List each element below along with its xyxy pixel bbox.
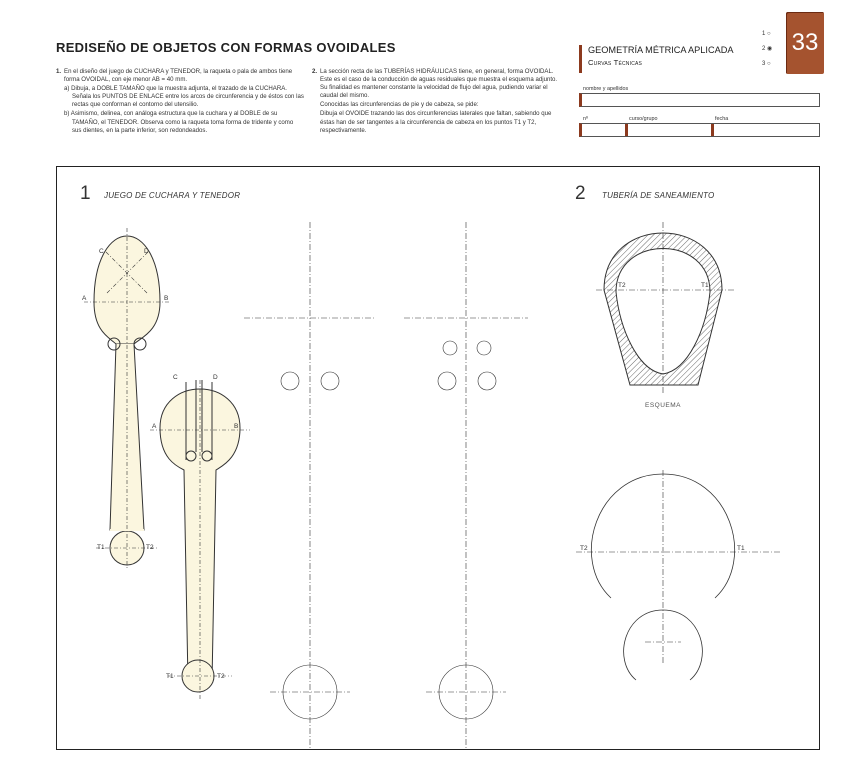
instruction-1-a: a) Dibuja, a DOBLE TAMAÑO que la muestra adjunta, el trazado de la CUCHARA. Señala los PUNTOS DE ENLACE entre los arcos de circunferencia y de éstos con las rectas que conforman el contorno del utensilio.: [64, 85, 304, 109]
fork-label-t1: T1: [166, 673, 174, 680]
spoon-label-d: D: [144, 248, 149, 255]
pipe-label-t2: T2: [580, 545, 588, 552]
spoon-label-a: A: [82, 295, 87, 302]
instruction-number-1: 1.: [56, 68, 62, 75]
fork-label-a: A: [152, 423, 157, 430]
instruction-number-2: 2.: [312, 68, 318, 75]
instruction-2-intro: La sección recta de las TUBERÍAS HIDRÁULICAS tiene, en general, forma OVOIDAL. Este es el caso de la conducción de aguas residuales que muestra el esquema adjunto. Su finalidad es mantener constante la velocidad de flujo del agua, pudiendo variar el caudal del mismo.: [320, 68, 558, 100]
section-2-number: 2: [575, 183, 586, 204]
section-1-title: JUEGO DE CUCHARA Y TENEDOR: [104, 191, 241, 200]
spoon-label-b: B: [164, 295, 169, 302]
spoon-label-t1: T1: [97, 544, 105, 551]
spoon-label-t2: T2: [146, 544, 154, 551]
spoon-drawing: [84, 228, 170, 570]
instruction-2-task: Dibuja el OVOIDE trazando las dos circunferencias laterales que faltan, sabiendo que éstas han de ser tangentes a la circunferencia de cabeza en los puntos T1 y T2, respectivamente.: [320, 110, 552, 134]
spoon-construction: [244, 222, 376, 748]
schema-label: ESQUEMA: [645, 402, 682, 409]
number-label: nº: [583, 116, 588, 122]
fork-label-c: C: [173, 374, 178, 381]
instruction-2-given: Conocidas las circunferencias de pie y de cabeza, se pide:: [320, 101, 479, 109]
schema-label-t2: T2: [618, 282, 626, 289]
topic-title: Curvas Técnicas: [588, 58, 643, 67]
pipe-label-t1: T1: [737, 545, 745, 552]
ring-label-1: 1: [762, 31, 766, 37]
fork-construction: [404, 222, 528, 748]
fork-label-b: B: [234, 423, 239, 430]
course-label: curso/grupo: [629, 116, 658, 122]
section-1-number: 1: [80, 183, 91, 204]
ring-label-2: 2: [762, 46, 766, 52]
fork-label-t2: T2: [217, 673, 225, 680]
date-label: fecha: [715, 116, 729, 122]
pipe-schema: [596, 222, 736, 395]
ring-label-3: 3: [762, 61, 766, 67]
section-2-title: TUBERÍA DE SANEAMIENTO: [602, 191, 715, 200]
name-label: nombre y apellidos: [583, 86, 629, 92]
fork-label-d: D: [213, 374, 218, 381]
sheet-number-badge: 33: [786, 12, 824, 74]
page-title: REDISEÑO DE OBJETOS CON FORMAS OVOIDALES: [56, 40, 396, 55]
pipe-construction: [576, 470, 780, 680]
instruction-1-b: b) Asimismo, delinea, con análoga estructura que la cuchara y al DOBLE de su TAMAÑO, el TENEDOR. Observa como la raqueta toma forma de tridente y como sus dientes, en la parte inferior, son redondeados.: [64, 110, 294, 134]
schema-label-t1: T1: [701, 282, 709, 289]
subject-title: GEOMETRÍA MÉTRICA APLICADA: [588, 45, 734, 55]
instruction-1-intro: En el diseño del juego de CUCHARA y TENEDOR, la raqueta o pala de ambos tiene forma OVOIDAL, con eje menor AB = 40 mm.: [64, 68, 293, 84]
spoon-label-c: C: [99, 248, 104, 255]
binder-rings: 1 ○ 2 ◉ 3 ○: [762, 31, 773, 67]
